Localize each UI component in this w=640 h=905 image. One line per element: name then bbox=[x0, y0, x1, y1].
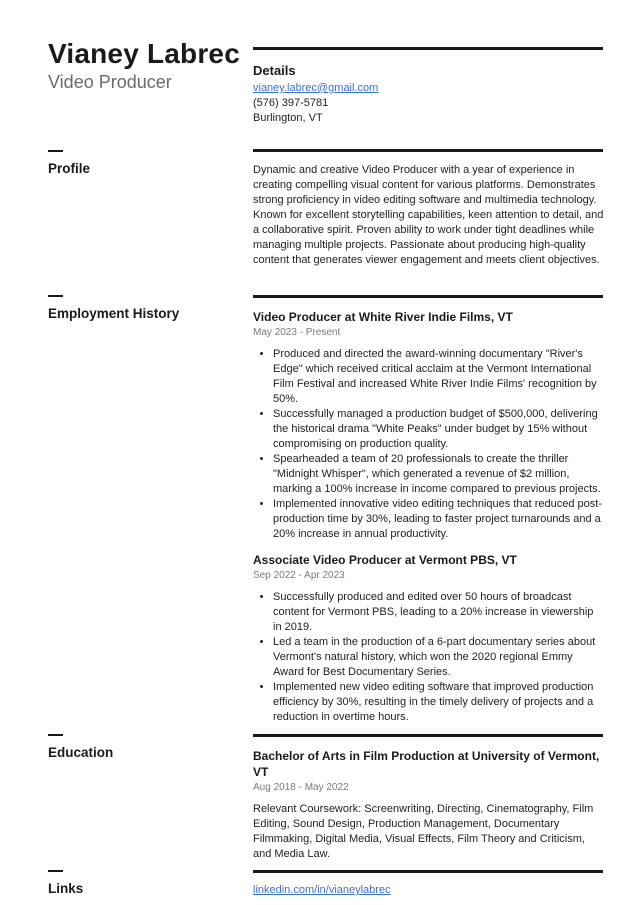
links-section bbox=[253, 883, 605, 898]
employment-dash bbox=[48, 295, 63, 297]
profile-label: Profile bbox=[48, 161, 91, 176]
candidate-name: Vianey Labrec bbox=[48, 38, 240, 69]
profile-dash bbox=[48, 150, 63, 152]
profile-text: Dynamic and creative Video Producer with a year of experience in creating compelling visual content for various platforms. Demonstrates strong proficiency in video editing software and multimedia technology. Known for excellent storytelling capabilities, keen attention to detail, and a collaborative spirit. Proven ability to work under tight deadlines while managing multiple projects. Passionate about producing high-quality content that generates viewer engagement and meets client objectives. bbox=[253, 164, 604, 266]
job-bullet: • Implemented innovative video editing techniques that reduced post-production time by 30%, leading to faster project turnarounds and a 20% increase in annual productivity. bbox=[273, 497, 605, 542]
job-bullet: • Successfully managed a production budget of $500,000, delivering the historical drama "White Peaks" under budget by 15% without compromising on production quality. bbox=[273, 407, 605, 452]
job-bullets bbox=[253, 347, 605, 542]
details-heading: Details bbox=[253, 63, 296, 78]
coursework-text: Relevant Coursework: Screenwriting, Directing, Cinematography, Film Editing, Sound Design, Production Management, Documentary Filmmaking, Digital Media, Visual Effects, Film Theory and Criticism, and Media Law. bbox=[253, 803, 594, 860]
details-section bbox=[253, 63, 605, 126]
job-title: Associate Video Producer at Vermont PBS, VT bbox=[253, 553, 517, 567]
phone-number: (576) 397-5781 bbox=[253, 97, 329, 109]
job-entry bbox=[253, 309, 605, 542]
job-bullet: • Spearheaded a team of 20 professionals to create the thriller "Midnight Whisper", which generated a revenue of $2 million, marking a 100% increase in income compared to previous projects. bbox=[273, 452, 605, 497]
links-label: Links bbox=[48, 881, 84, 896]
education-label: Education bbox=[48, 745, 114, 760]
email-link[interactable]: vianey.labrec@gmail.com bbox=[253, 82, 379, 94]
profile-divider bbox=[253, 149, 603, 152]
employment-label: Employment History bbox=[48, 306, 180, 321]
degree-title: Bachelor of Arts in Film Production at University of Vermont, VT bbox=[253, 749, 600, 779]
job-bullet: • Successfully produced and edited over 50 hours of broadcast content for Vermont PBS, leading to a 20% increase in viewership in 2019. bbox=[273, 590, 605, 635]
links-dash bbox=[48, 870, 63, 872]
employment-section bbox=[253, 309, 605, 725]
job-bullet: • Produced and directed the award-winning documentary "River's Edge" which received critical acclaim at the Vermont International Film Festival and increased White River Indie Films' recognition by 50%. bbox=[273, 347, 605, 407]
job-bullet: • Implemented new video editing software that improved production efficiency by 30%, resulting in the timely delivery of projects and a reduction in overtime hours. bbox=[273, 680, 605, 725]
job-title: Video Producer at White River Indie Films, VT bbox=[253, 310, 513, 324]
education-dash bbox=[48, 734, 63, 736]
details-divider bbox=[253, 47, 603, 50]
education-divider bbox=[253, 734, 603, 737]
job-dates: May 2023 - Present bbox=[253, 327, 341, 338]
employment-divider bbox=[253, 295, 603, 298]
candidate-title: Video Producer bbox=[48, 72, 172, 92]
job-bullet: • Led a team in the production of a 6-part documentary series about Vermont's natural history, which won the 2020 regional Emmy Award for Best Documentary Series. bbox=[273, 635, 605, 680]
job-bullets bbox=[253, 590, 605, 725]
education-section bbox=[253, 748, 605, 862]
profile-section bbox=[253, 163, 605, 268]
location: Burlington, VT bbox=[253, 112, 323, 124]
degree-dates: Aug 2018 - May 2022 bbox=[253, 782, 349, 793]
job-entry bbox=[253, 552, 605, 725]
job-dates: Sep 2022 - Apr 2023 bbox=[253, 570, 345, 581]
links-divider bbox=[253, 870, 603, 873]
linkedin-link[interactable]: linkedin.com/in/vianeylabrec bbox=[253, 884, 391, 896]
